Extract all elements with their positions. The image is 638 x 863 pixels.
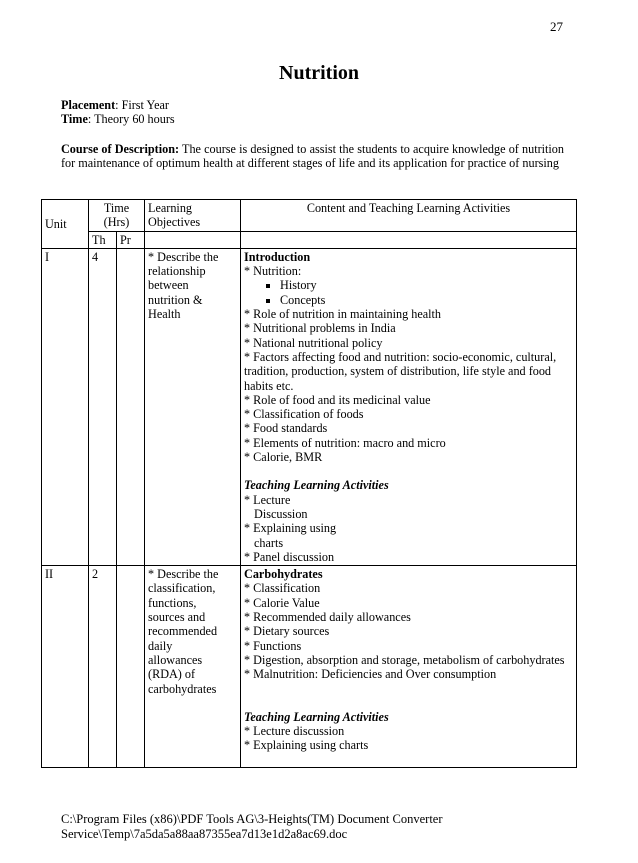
header-objectives <box>145 200 241 232</box>
content-line: * Elements of nutrition: macro and micro <box>244 435 446 450</box>
course-meta <box>61 98 564 127</box>
theory-hours-cell: 4 <box>89 248 117 565</box>
objective-line: functions, <box>148 595 197 610</box>
objective-line: sources and <box>148 610 206 625</box>
objective-line: between <box>148 278 189 293</box>
bullet-item: ▪ Concepts <box>280 293 573 307</box>
header-row <box>42 200 577 232</box>
header-time-line1: Time <box>103 201 130 215</box>
content-line: * Classification <box>244 581 321 596</box>
time-line <box>61 112 564 126</box>
placement-label: Placement <box>61 98 116 112</box>
objective-line: daily <box>148 638 173 653</box>
objectives-cell <box>145 248 241 565</box>
tla-title: Teaching Learning Activities <box>244 709 389 724</box>
objective-line: classification, <box>148 581 216 596</box>
tla-line: Discussion <box>254 506 308 521</box>
course-description-text: The course is designed to assist the students to acquire knowledge of nutrition for maintenance of optimum health at different stages of life and its application for practice of nursing <box>61 142 564 171</box>
content-line: * National nutritional policy <box>244 335 383 350</box>
course-description-label: Course of Description: <box>61 142 180 156</box>
objectives-cell <box>145 566 241 768</box>
footer-line: C:\Program Files (x86)\PDF Tools AG\3-Heights(TM) Document Converter <box>61 812 443 826</box>
header-pr: Pr <box>117 231 145 248</box>
header-content: Content and Teaching Learning Activities <box>241 200 577 232</box>
objective-line: Health <box>148 307 181 322</box>
header-time-line2: (Hrs) <box>103 215 130 230</box>
objective-line: carbohydrates <box>148 681 217 696</box>
tla-line: * Explaining using charts <box>244 738 369 753</box>
syllabus-table <box>41 199 577 768</box>
practical-hours-cell <box>117 566 145 768</box>
header-objectives-empty <box>145 231 241 248</box>
objective-line: * Describe the <box>148 567 219 582</box>
content-line: * Dietary sources <box>244 624 330 639</box>
header-time <box>89 200 145 232</box>
header-objectives-line1: Learning <box>148 201 193 215</box>
content-line: * Calorie, BMR <box>244 450 323 465</box>
subheader-row <box>42 231 577 248</box>
content-line: * Role of food and its medicinal value <box>244 392 431 407</box>
file-path-footer <box>61 812 581 842</box>
content-line: * Food standards <box>244 421 328 436</box>
unit-cell: II <box>42 566 89 768</box>
theory-hours-cell: 2 <box>89 566 117 768</box>
objective-line: allowances <box>148 652 203 667</box>
unit-cell: I <box>42 248 89 565</box>
content-line: * Role of nutrition in maintaining health <box>244 307 442 322</box>
content-line: * Digestion, absorption and storage, metabolism of carbohydrates <box>244 652 565 667</box>
objective-line: * Describe the <box>148 249 219 264</box>
content-line: * Recommended daily allowances <box>244 610 411 625</box>
practical-hours-cell <box>117 248 145 565</box>
tla-line: * Lecture discussion <box>244 723 345 738</box>
bullet-item: ▪ History <box>280 278 573 292</box>
course-description <box>61 142 564 171</box>
content-line: * Factors affecting food and nutrition: socio-economic, cultural, tradition, production, system of distribution, life style and food habits etc. <box>244 349 557 393</box>
content-cell <box>241 248 577 565</box>
objective-line: nutrition & <box>148 292 203 307</box>
bullet-list <box>244 278 573 307</box>
header-content-empty <box>241 231 577 248</box>
placement-line <box>61 98 564 112</box>
objective-line: recommended <box>148 624 218 639</box>
footer-line: Service\Temp\7a5da5a88aa87355ea7d13e1d2a8ac69.doc <box>61 827 348 841</box>
tla-title: Teaching Learning Activities <box>244 478 389 493</box>
section-heading: Carbohydrates <box>244 567 323 582</box>
content-line: * Nutritional problems in India <box>244 321 396 336</box>
content-line: * Nutrition: <box>244 264 302 279</box>
section-heading: Introduction <box>244 249 311 264</box>
tla-line: * Explaining using <box>244 521 337 536</box>
header-th: Th <box>89 231 117 248</box>
spacer <box>244 682 573 710</box>
page-title: Nutrition <box>279 62 359 84</box>
placement-value: : First Year <box>115 98 169 112</box>
time-label: Time <box>61 112 88 127</box>
objective-line: relationship <box>148 264 206 279</box>
tla-line: charts <box>254 535 284 550</box>
content-line: * Calorie Value <box>244 595 320 610</box>
tla-line: * Lecture <box>244 492 291 507</box>
table-row <box>42 248 577 565</box>
table-row <box>42 566 577 768</box>
page-number: 27 <box>550 19 563 34</box>
header-unit: Unit <box>42 200 89 249</box>
spacer <box>244 752 573 766</box>
tla-line: * Panel discussion <box>244 549 335 564</box>
header-objectives-line2: Objectives <box>148 215 201 230</box>
content-line: * Classification of foods <box>244 407 364 422</box>
content-line: * Functions <box>244 638 302 653</box>
content-line: * Malnutrition: Deficiencies and Over consumption <box>244 667 497 682</box>
content-cell <box>241 566 577 768</box>
time-value: : Theory 60 hours <box>87 112 175 127</box>
spacer <box>244 464 573 478</box>
objective-line: (RDA) of <box>148 667 196 682</box>
